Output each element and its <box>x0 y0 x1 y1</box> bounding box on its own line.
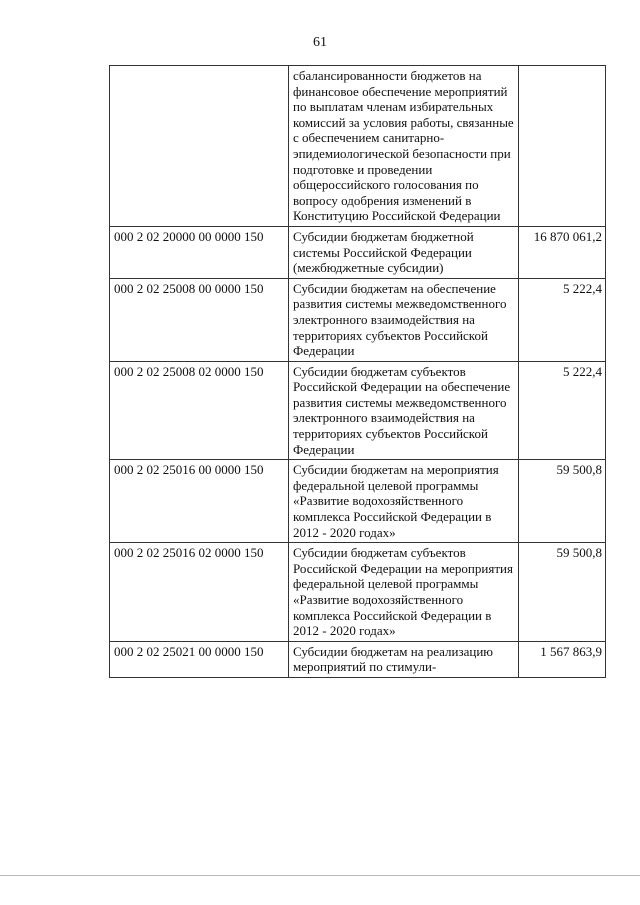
budget-code: 000 2 02 25016 00 0000 150 <box>110 460 289 543</box>
budget-description: Субсидии бюджетам субъектов Российской Федерации на обеспечение развития системы межведомственного электронного взаимодействия на территориях субъектов Российской Федерации <box>289 361 519 460</box>
budget-code: 000 2 02 25008 00 0000 150 <box>110 278 289 361</box>
budget-description: Субсидии бюджетам бюджетной системы Российской Федерации (межбюджетные субсидии) <box>289 226 519 278</box>
budget-code: 000 2 02 25008 02 0000 150 <box>110 361 289 460</box>
budget-amount: 1 567 863,9 <box>519 641 606 677</box>
table-row <box>110 543 606 642</box>
table-row <box>110 460 606 543</box>
budget-description: Субсидии бюджетам на реализацию мероприятий по стимули- <box>289 641 519 677</box>
budget-amount: 59 500,8 <box>519 460 606 543</box>
page-number: 61 <box>313 35 327 50</box>
budget-description: Субсидии бюджетам субъектов Российской Федерации на мероприятия федеральной целевой программы «Развитие водохозяйственного комплекса Российской Федерации в 2012 - 2020 годах» <box>289 543 519 642</box>
budget-description: Субсидии бюджетам на обеспечение развития системы межведомственного электронного взаимодействия на территориях субъектов Российской Федерации <box>289 278 519 361</box>
page-bottom-rule <box>0 875 640 876</box>
budget-amount: 59 500,8 <box>519 543 606 642</box>
table-row <box>110 226 606 278</box>
budget-description: Субсидии бюджетам на мероприятия федеральной целевой программы «Развитие водохозяйственного комплекса Российской Федерации в 2012 - 2020 годах» <box>289 460 519 543</box>
table-row <box>110 278 606 361</box>
table-row <box>110 641 606 677</box>
budget-table <box>109 65 606 678</box>
table-row <box>110 361 606 460</box>
table-row <box>110 66 606 227</box>
budget-amount <box>519 66 606 227</box>
budget-amount: 5 222,4 <box>519 361 606 460</box>
budget-description: сбалансированности бюджетов на финансовое обеспечение мероприятий по выплатам членам избирательных комиссий за условия работы, связанные с обеспечением санитарно-эпидемиологической безопасности при подготовке и проведении общероссийского голосования по вопросу одобрения изменений в Конституцию Российской Федерации <box>289 66 519 227</box>
budget-code <box>110 66 289 227</box>
budget-amount: 16 870 061,2 <box>519 226 606 278</box>
budget-amount: 5 222,4 <box>519 278 606 361</box>
budget-code: 000 2 02 20000 00 0000 150 <box>110 226 289 278</box>
budget-code: 000 2 02 25016 02 0000 150 <box>110 543 289 642</box>
budget-code: 000 2 02 25021 00 0000 150 <box>110 641 289 677</box>
